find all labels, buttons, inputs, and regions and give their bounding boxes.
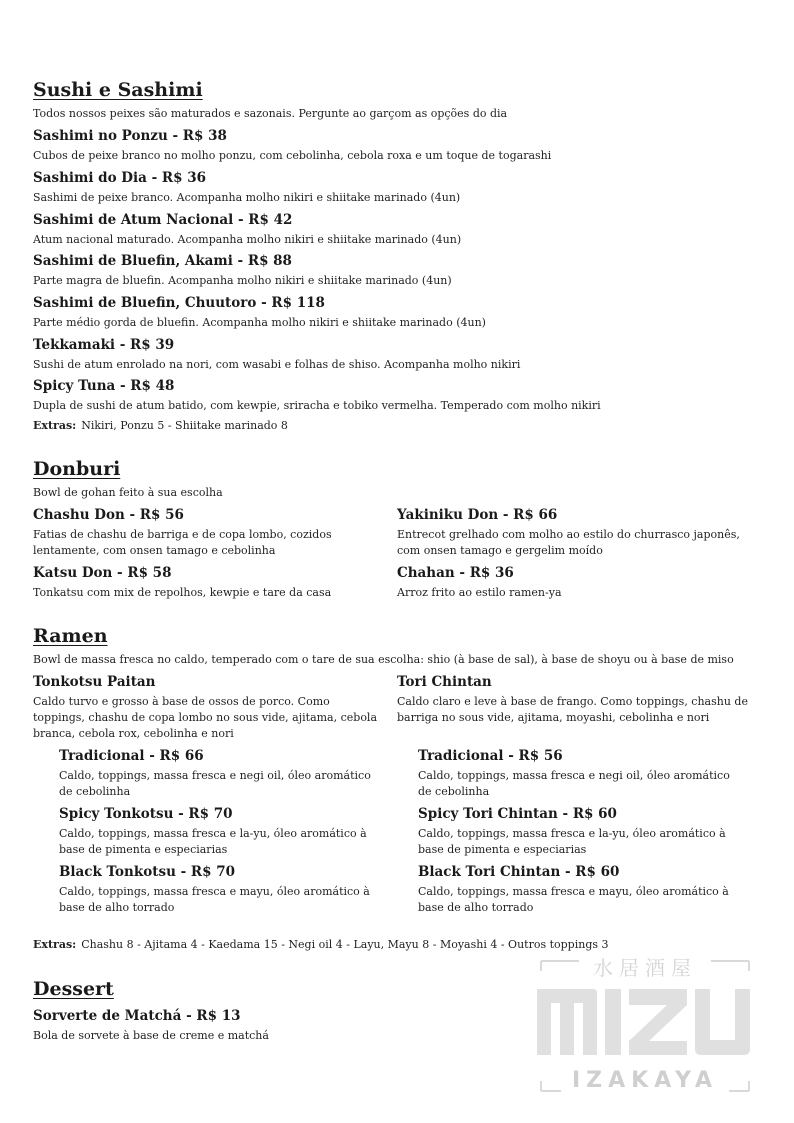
ramen-variant-title: Spicy Tonkotsu - R$ 70 xyxy=(59,806,233,822)
menu-item-title: Sashimi de Atum Nacional - R$ 42 xyxy=(33,212,293,228)
extras-line-ramen xyxy=(33,937,609,953)
ramen-variant-title: Tradicional - R$ 66 xyxy=(59,748,204,764)
menu-item-desc: Bola de sorvete à base de creme e matchá xyxy=(33,1029,269,1042)
menu-item-title: Sashimi do Dia - R$ 36 xyxy=(33,170,206,186)
menu-item-desc: Parte magra de bluefin. Acompanha molho nikiri e shiitake marinado (4un) xyxy=(33,274,452,287)
logo-subtitle: IZAKAYA xyxy=(572,1068,718,1093)
ramen-base-desc: Caldo claro e leve à base de frango. Como toppings, chashu de barriga no sous vide, ajitama, moyashi, cebolinha e nori xyxy=(397,695,748,724)
menu-item-desc: Arroz frito ao estilo ramen-ya xyxy=(397,586,562,599)
menu-item-title: Sashimi de Bluefin, Chuutoro - R$ 118 xyxy=(33,295,325,311)
menu-item-desc: Fatias de chashu de barriga e de copa lombo, cozidos lentamente, com onsen tamago e cebolinha xyxy=(33,528,332,557)
ramen-variant-desc: Caldo, toppings, massa fresca e negi oil, óleo aromático de cebolinha xyxy=(59,769,371,798)
menu-item-desc: Tonkatsu com mix de repolhos, kewpie e tare da casa xyxy=(33,586,332,599)
menu-item-title: Sashimi de Bluefin, Akami - R$ 88 xyxy=(33,253,292,269)
ramen-variant-title: Spicy Tori Chintan - R$ 60 xyxy=(418,806,617,822)
menu-item-title: Chahan - R$ 36 xyxy=(397,565,514,581)
menu-item-desc: Cubos de peixe branco no molho ponzu, com cebolinha, cebola roxa e um toque de togarashi xyxy=(33,149,552,162)
ramen-variant-desc: Caldo, toppings, massa fresca e mayu, óleo aromático à base de alho torrado xyxy=(59,885,370,914)
menu-item-desc: Parte médio gorda de bluefin. Acompanha molho nikiri e shiitake marinado (4un) xyxy=(33,316,486,329)
ramen-variant-desc: Caldo, toppings, massa fresca e la-yu, óleo aromático à base de pimenta e especiarias xyxy=(59,827,367,856)
menu-item-title: Sorverte de Matchá - R$ 13 xyxy=(33,1008,241,1024)
section-title-donburi: Donburi xyxy=(33,458,121,480)
ramen-variant-desc: Caldo, toppings, massa fresca e negi oil, óleo aromático de cebolinha xyxy=(418,769,730,798)
menu-item-desc: Atum nacional maturado. Acompanha molho nikiri e shiitake marinado (4un) xyxy=(33,233,462,246)
section-intro-sushi: Todos nossos peixes são maturados e sazonais. Pergunte ao garçom as opções do dia xyxy=(33,107,508,120)
menu-item-desc: Sushi de atum enrolado na nori, com wasabi e folhas de shiso. Acompanha molho nikiri xyxy=(33,358,521,371)
extras-line-sushi xyxy=(33,418,288,434)
ramen-base-title: Tonkotsu Paitan xyxy=(33,674,156,690)
section-title-ramen: Ramen xyxy=(33,625,108,647)
logo-kanji: 水居酒屋 xyxy=(593,956,697,980)
menu-item-title: Tekkamaki - R$ 39 xyxy=(33,337,175,353)
extras-label: Extras: xyxy=(33,419,77,432)
section-title-sushi: Sushi e Sashimi xyxy=(33,79,203,101)
menu-item-desc: Entrecot grelhado com molho ao estilo do churrasco japonês, com onsen tamago e gergelim moído xyxy=(397,528,740,557)
section-title-dessert: Dessert xyxy=(33,978,114,1000)
ramen-variant-title: Black Tori Chintan - R$ 60 xyxy=(418,864,620,880)
menu-item-title: Katsu Don - R$ 58 xyxy=(33,565,172,581)
section-intro-ramen: Bowl de massa fresca no caldo, temperado com o tare de sua escolha: shio (à base de sal), à base de shoyu ou à base de miso xyxy=(33,653,734,666)
menu-item-title: Spicy Tuna - R$ 48 xyxy=(33,378,175,394)
ramen-variant-title: Tradicional - R$ 56 xyxy=(418,748,563,764)
ramen-variant-desc: Caldo, toppings, massa fresca e mayu, óleo aromático à base de alho torrado xyxy=(418,885,729,914)
menu-item-desc: Sashimi de peixe branco. Acompanha molho nikiri e shiitake marinado (4un) xyxy=(33,191,461,204)
menu-item-title: Sashimi no Ponzu - R$ 38 xyxy=(33,128,227,144)
extras-text: Chashu 8 - Ajitama 4 - Kaedama 15 - Negi oil 4 - Layu, Mayu 8 - Moyashi 4 - Outros toppings 3 xyxy=(81,938,609,951)
extras-text: Nikiri, Ponzu 5 - Shiitake marinado 8 xyxy=(81,419,288,432)
ramen-base-desc: Caldo turvo e grosso à base de ossos de porco. Como toppings, chashu de copa lombo no sous vide, ajitama, cebola branca, cebola rox, cebolinha e nori xyxy=(33,695,378,740)
ramen-variant-desc: Caldo, toppings, massa fresca e la-yu, óleo aromático à base de pimenta e especiarias xyxy=(418,827,726,856)
mizu-izakaya-logo xyxy=(535,955,755,1097)
ramen-base-title: Tori Chintan xyxy=(397,674,492,690)
section-intro-donburi: Bowl de gohan feito à sua escolha xyxy=(33,486,223,499)
ramen-variant-title: Black Tonkotsu - R$ 70 xyxy=(59,864,235,880)
menu-item-title: Yakiniku Don - R$ 66 xyxy=(397,507,558,523)
menu-item-desc: Dupla de sushi de atum batido, com kewpie, sriracha e tobiko vermelha. Temperado com molho nikiri xyxy=(33,399,601,412)
extras-label: Extras: xyxy=(33,938,77,951)
menu-item-title: Chashu Don - R$ 56 xyxy=(33,507,184,523)
